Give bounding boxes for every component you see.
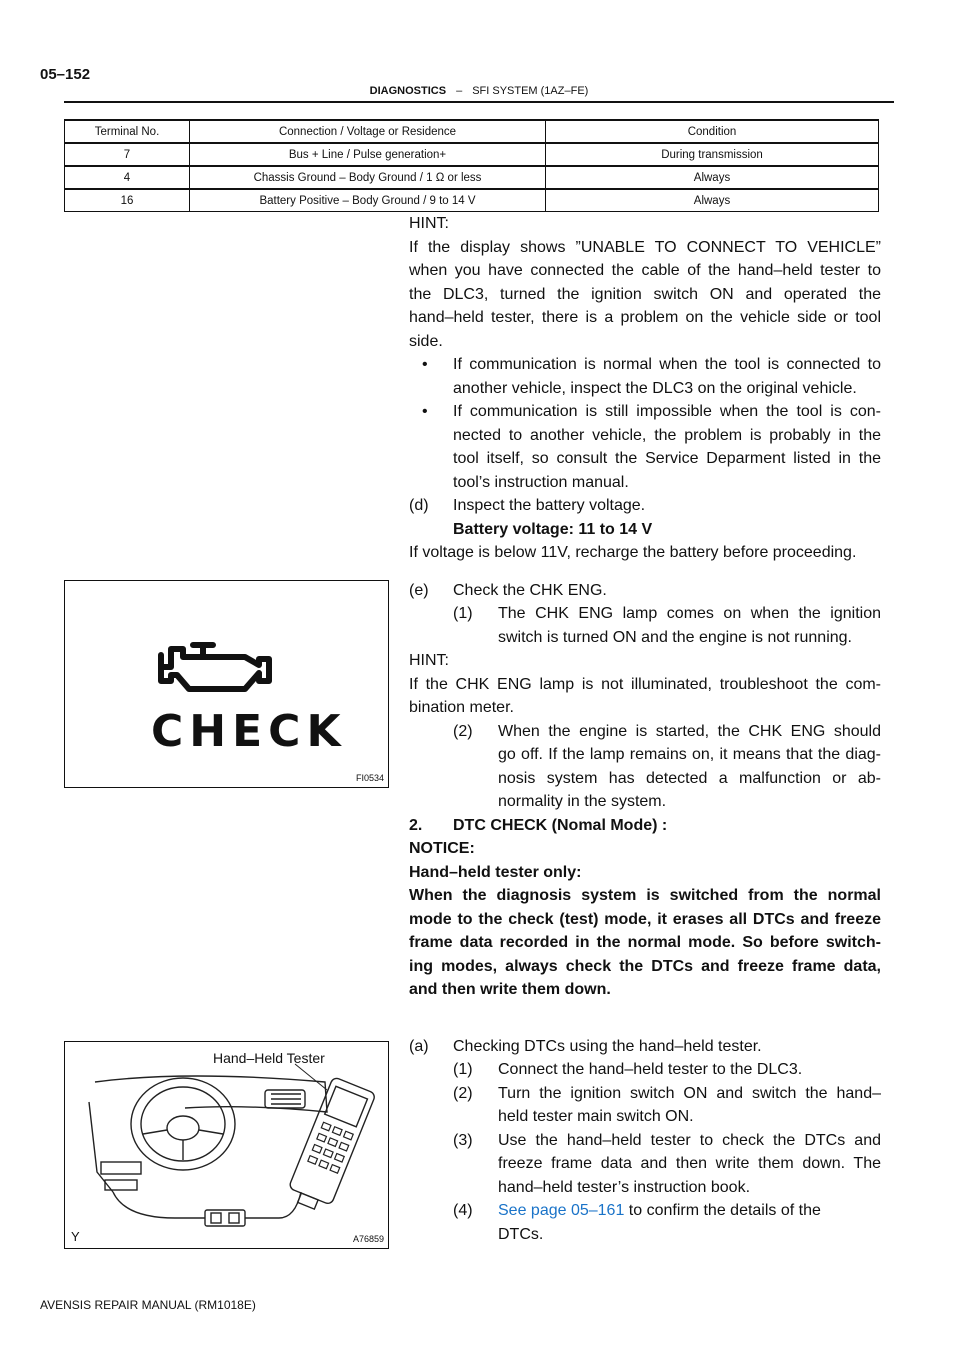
- step-line: switch is turned ON and the engine is not running.: [498, 628, 852, 646]
- hint-line: hand–held tester, there is a problem on the vehicle side or tool: [409, 309, 881, 326]
- table-header-cell: Terminal No.: [65, 120, 190, 143]
- step-label: (d): [409, 497, 429, 514]
- step-line: DTCs.: [498, 1225, 544, 1243]
- hint-line: the DLC3, turned the ignition switch ON and operated the: [409, 285, 881, 303]
- step-a3: [409, 1129, 881, 1200]
- hint-label: HINT:: [409, 652, 449, 669]
- header-section: DIAGNOSTICS: [369, 85, 447, 97]
- notice-line: ing modes, always check the DTCs and freeze frame data,: [409, 957, 881, 975]
- step-label: (a): [409, 1037, 429, 1055]
- header-rule: [64, 101, 894, 103]
- table-header-cell: Connection / Voltage or Residence: [190, 120, 546, 143]
- step-label: (4): [453, 1202, 473, 1219]
- step-line: normality in the system.: [498, 793, 667, 810]
- table-row: [65, 166, 879, 189]
- table-cell: Always: [546, 189, 879, 212]
- step-line: The CHK ENG lamp comes on when the ignition: [498, 605, 881, 622]
- header-separator: –: [456, 85, 463, 97]
- header-subtitle: SFI SYSTEM (1AZ–FE): [472, 85, 589, 97]
- step-label: (2): [453, 722, 473, 740]
- table-cell: Always: [546, 166, 879, 189]
- footer-manual-title: AVENSIS REPAIR MANUAL (RM1018E): [40, 1298, 256, 1312]
- header-title: [64, 85, 894, 97]
- tester-callout-label: Hand–Held Tester: [213, 1050, 325, 1066]
- step-e2: [409, 720, 881, 814]
- step-line: [498, 1199, 881, 1223]
- step-label: (1): [453, 605, 473, 622]
- hint-line: side.: [409, 332, 443, 350]
- notice-line: and then write them down.: [409, 981, 611, 998]
- figure-code: A76859: [352, 1234, 384, 1244]
- step-a: [409, 1035, 881, 1059]
- step-text: Checking DTCs using the hand–held tester.: [453, 1037, 762, 1055]
- terminal-table: [64, 119, 879, 212]
- bullet-line: tool’s instruction manual.: [453, 473, 629, 491]
- step-line: go off. If the lamp remains on, it means that the diag-: [498, 746, 881, 763]
- step-line: Connect the hand–held tester to the DLC3.: [498, 1061, 803, 1078]
- bullet-line: another vehicle, inspect the DLC3 on the original vehicle.: [453, 379, 857, 397]
- dashboard-tester-illustration: [65, 1042, 388, 1248]
- section-title: DTC CHECK (Nomal Mode) :: [453, 816, 668, 834]
- bullet-glyph: •: [422, 356, 428, 373]
- bullet-line: tool itself, so consult the Service Deparment listed in the: [453, 450, 881, 467]
- table-cell: During transmission: [546, 143, 879, 166]
- check-engine-figure: [64, 580, 389, 788]
- battery-spec: Battery voltage: 11 to 14 V: [453, 520, 653, 538]
- figure-corner-mark: Y: [71, 1229, 80, 1244]
- hint-line: when you have connected the cable of the hand–held tester to: [409, 262, 881, 279]
- hint-line: bination meter.: [409, 699, 514, 716]
- section-2: [409, 814, 881, 838]
- step-label: (e): [409, 581, 429, 599]
- section-number: 2.: [409, 816, 423, 834]
- step-label: (1): [453, 1061, 473, 1078]
- table-row: [65, 189, 879, 212]
- table-header-cell: Condition: [546, 120, 879, 143]
- bullet-item: [409, 353, 881, 400]
- step-a4: [409, 1199, 881, 1246]
- bullet-glyph: •: [422, 403, 428, 420]
- hint-line: If the display shows ”UNABLE TO CONNECT TO VEHICLE”: [409, 238, 881, 256]
- step-e: [409, 579, 881, 603]
- spacer: [409, 565, 881, 579]
- table-cell: 4: [65, 166, 190, 189]
- step-text: Inspect the battery voltage.: [453, 497, 646, 514]
- table-cell: Chassis Ground – Body Ground / 1 Ω or less: [190, 166, 546, 189]
- table-row: [65, 143, 879, 166]
- step-line: When the engine is started, the CHK ENG should: [498, 722, 881, 740]
- bullet-line: If communication is normal when the tool is connected to: [453, 356, 881, 373]
- hint-line: If the CHK ENG lamp is not illuminated, troubleshoot the com-: [409, 675, 881, 693]
- step-line: freeze frame data and then write them down. The: [498, 1155, 881, 1172]
- step-line: hand–held tester’s instruction book.: [498, 1178, 751, 1196]
- table-cell: Bus + Line / Pulse generation+: [190, 143, 546, 166]
- bullet-line: nected to another vehicle, the problem is probably in the: [453, 426, 881, 444]
- bullet-item: [409, 400, 881, 494]
- step-line: nosis system has detected a malfunction or ab-: [498, 769, 881, 787]
- hand-held-tester-figure: [64, 1041, 389, 1249]
- notice-line: mode to the check (test) mode, it erases all DTCs and freeze: [409, 910, 881, 928]
- step-a2: [409, 1082, 881, 1129]
- step-line: held tester main switch ON.: [498, 1108, 694, 1125]
- body-text: [409, 212, 881, 1246]
- table-cell: Battery Positive – Body Ground / 9 to 14 V: [190, 189, 546, 212]
- step-e1: [409, 602, 881, 649]
- step-a1: [409, 1058, 881, 1082]
- step-label: (2): [453, 1084, 473, 1102]
- hint-label: HINT:: [409, 215, 449, 232]
- figure-code: FI0534: [355, 773, 384, 783]
- table-cell: 7: [65, 143, 190, 166]
- step-line: Turn the ignition switch ON and switch the hand–: [498, 1084, 881, 1102]
- bullet-line: If communication is still impossible when the tool is con-: [453, 403, 881, 420]
- notice-subtitle: Hand–held tester only:: [409, 863, 582, 881]
- step-line: Use the hand–held tester to check the DTCs and: [498, 1131, 881, 1149]
- see-page-link[interactable]: See page 05–161: [498, 1202, 625, 1219]
- step-label: (3): [453, 1131, 473, 1149]
- step-line-rest: to confirm the details of the: [624, 1202, 821, 1219]
- check-text: CHECK: [151, 706, 347, 757]
- page-number: 05–152: [40, 66, 91, 83]
- voltage-note: If voltage is below 11V, recharge the battery before proceeding.: [409, 544, 857, 561]
- notice-label: NOTICE:: [409, 840, 475, 857]
- table-header-row: [65, 120, 879, 143]
- spacer: [409, 1002, 881, 1035]
- notice-line: frame data recorded in the normal mode. So before switch-: [409, 934, 881, 951]
- step-d: [409, 494, 881, 541]
- table-cell: 16: [65, 189, 190, 212]
- step-text: Check the CHK ENG.: [453, 581, 607, 599]
- notice-line: When the diagnosis system is switched from the normal: [409, 887, 881, 904]
